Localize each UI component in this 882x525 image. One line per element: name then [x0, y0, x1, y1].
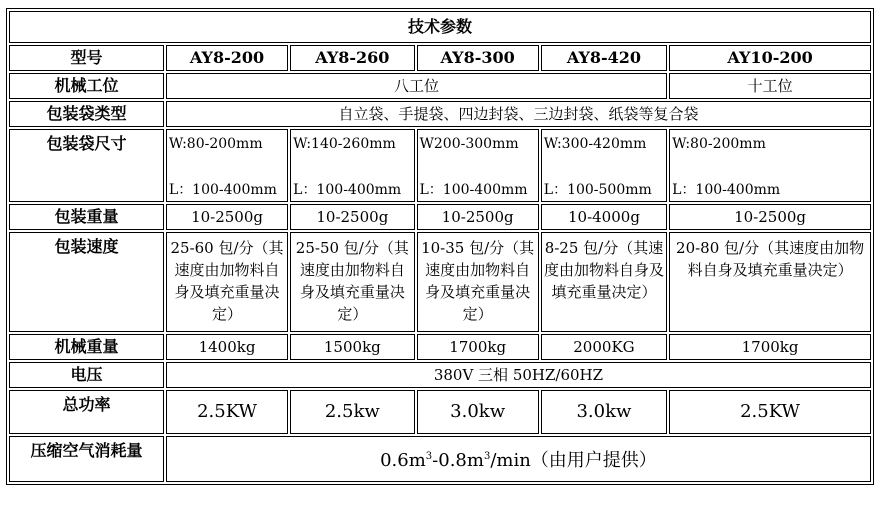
stations-ten: 十工位: [669, 73, 871, 99]
pack-speed-value: 25-60 包/分（其速度由加物料自身及填充重量决定）: [166, 232, 288, 332]
label-bag-type: 包装袋类型: [9, 101, 164, 127]
machine-weight-value: 2000KG: [541, 334, 667, 360]
total-power-value: 2.5KW: [166, 390, 288, 434]
bag-size-width: W:80-200mm: [672, 136, 766, 152]
bag-size-length: L：100-400mm: [672, 182, 781, 198]
bag-size-cell: [541, 129, 667, 202]
bag-size-cell: [669, 129, 871, 202]
model-ay10-200: AY10-200: [669, 45, 871, 71]
pack-weight-value: 10-2500g: [166, 204, 288, 230]
label-voltage: 电压: [9, 362, 164, 388]
label-total-power: 总功率: [9, 390, 164, 434]
total-power-value: 3.0kw: [541, 390, 667, 434]
air-consumption-value: [166, 436, 871, 482]
model-ay8-200: AY8-200: [166, 45, 288, 71]
pack-speed-value: 8-25 包/分（其速度由加物料自身及填充重量决定）: [541, 232, 667, 332]
machine-weight-value: 1400kg: [166, 334, 288, 360]
spec-table-container: [6, 8, 874, 485]
bag-size-cell: [290, 129, 414, 202]
total-power-value: 3.0kw: [417, 390, 539, 434]
bag-size-length: L：100-400mm: [168, 182, 277, 198]
model-ay8-420: AY8-420: [541, 45, 667, 71]
air-max: -0.8m: [432, 450, 484, 471]
bag-size-length: L：100-400mm: [419, 182, 528, 198]
bag-size-cell: [417, 129, 539, 202]
bag-size-length: L：100-500mm: [543, 182, 652, 198]
bag-type-value: 自立袋、手提袋、四边封袋、三边封袋、纸袋等复合袋: [166, 101, 871, 127]
pack-weight-value: 10-4000g: [541, 204, 667, 230]
bag-size-cell: [166, 129, 288, 202]
label-machine-weight: 机械重量: [9, 334, 164, 360]
air-min: 0.6m: [380, 450, 426, 471]
label-pack-speed: 包装速度: [9, 232, 164, 332]
air-unit-note: /min（由用户提供）: [490, 450, 657, 471]
machine-weight-value: 1500kg: [290, 334, 414, 360]
bag-size-length: L：100-400mm: [293, 182, 402, 198]
technical-parameters-table: [6, 8, 874, 485]
pack-speed-value: 10-35 包/分（其速度由加物料自身及填充重量决定）: [417, 232, 539, 332]
pack-weight-value: 10-2500g: [417, 204, 539, 230]
voltage-value: 380V 三相 50HZ/60HZ: [166, 362, 871, 388]
label-stations: 机械工位: [9, 73, 164, 99]
model-ay8-300: AY8-300: [417, 45, 539, 71]
stations-eight: 八工位: [166, 73, 667, 99]
air-max-exponent: 3: [483, 451, 491, 462]
bag-size-width: W:140-260mm: [293, 136, 396, 152]
bag-size-width: W200-300mm: [419, 136, 519, 152]
table-title: 技术参数: [9, 11, 871, 43]
machine-weight-value: 1700kg: [417, 334, 539, 360]
pack-speed-value: 20-80 包/分（其速度由加物料自身及填充重量决定）: [669, 232, 871, 332]
machine-weight-value: 1700kg: [669, 334, 871, 360]
label-air-consumption: 压缩空气消耗量: [9, 436, 164, 482]
label-bag-size: 包装袋尺寸: [9, 129, 164, 202]
total-power-value: 2.5KW: [669, 390, 871, 434]
label-pack-weight: 包装重量: [9, 204, 164, 230]
label-model: 型号: [9, 45, 164, 71]
pack-weight-value: 10-2500g: [669, 204, 871, 230]
pack-weight-value: 10-2500g: [290, 204, 414, 230]
model-ay8-260: AY8-260: [290, 45, 414, 71]
pack-speed-value: 25-50 包/分（其速度由加物料自身及填充重量决定）: [290, 232, 414, 332]
total-power-value: 2.5kw: [290, 390, 414, 434]
bag-size-width: W:80-200mm: [168, 136, 263, 152]
air-min-exponent: 3: [425, 451, 433, 462]
bag-size-width: W:300-420mm: [543, 136, 647, 152]
